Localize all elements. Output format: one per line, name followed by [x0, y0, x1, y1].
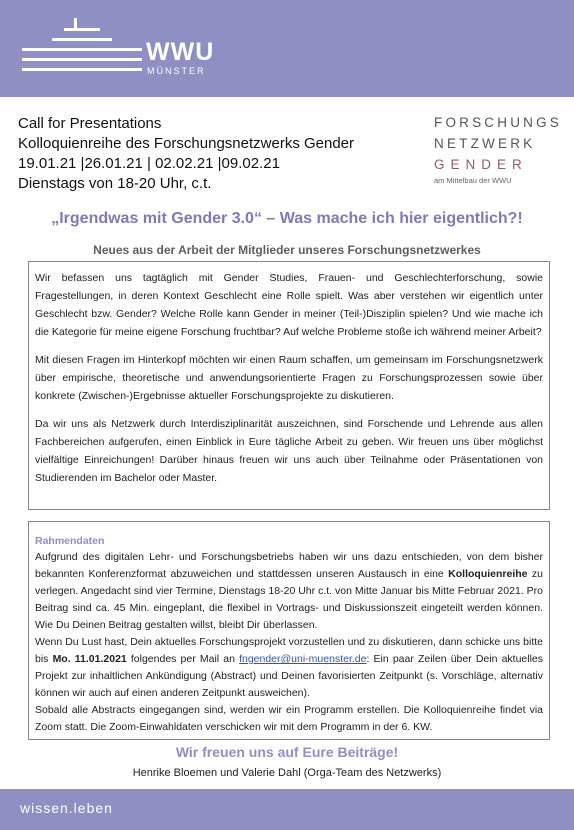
subtitle: Neues aus der Arbeit der Mitglieder unseres Forschungsnetzwerkes	[93, 243, 481, 257]
event-info	[18, 114, 354, 194]
framework-box	[28, 521, 550, 740]
framework-paragraph-3: Sobald alle Abstracts eingegangen sind, werden wir ein Programm erstellen. Die Kolloquienreihe findet via Zoom statt. Die Zoom-Einwahldaten verschicken wir mit dem Programm in der 6. KW.	[35, 704, 543, 733]
logo-text: WWU	[146, 38, 215, 66]
framework-text: zu verlegen. Angedacht sind vier Termine, Dienstags 18-20 Uhr c.t. von Mitte Januar bis Mitte Februar 2021. Pro Beitrag sind ca. 45 Min. eingeplant, die flexibel in Vortrags- und Diskussionszeit eingeteilt werden können. Wie Du Deinen Beitrag gestalten willst, bleibt Dir überlassen.	[35, 568, 543, 631]
footer-slogan: wissen.leben	[20, 800, 113, 816]
footer-banner	[0, 789, 574, 830]
network-logo-line2: NETZWERK	[434, 136, 536, 151]
network-logo	[434, 112, 562, 185]
event-time: Dienstags von 18-20 Uhr, c.t.	[18, 175, 212, 192]
call-title: Call for Presentations	[18, 115, 162, 132]
closing-line: Wir freuen uns auf Eure Beiträge!	[175, 744, 399, 760]
framework-paragraph-2	[35, 634, 543, 702]
framework-text: Wenn Du Lust hast, Dein aktuelles Forschungsprojekt vorzustellen und zu diskutieren, dann schicke uns bitte bis	[35, 636, 543, 665]
series-title: Kolloquienreihe des Forschungsnetzwerks Gender	[18, 135, 355, 152]
intro-box	[28, 261, 550, 510]
deadline-date: Mo. 11.01.2021	[52, 653, 127, 665]
framework-text: folgendes per Mail an	[126, 653, 240, 665]
logo-subtext: MÜNSTER	[147, 66, 206, 76]
framework-text: : Ein paar Zeilen über Dein aktuelles Projekt zur inhaltlichen Ankündigung (Abstract) und Deinen favorisierten Zeitpunkt (s. Vorschläge, alternativ können wir auch auf einen anderen Zeitpunkt ausweichen).	[35, 653, 544, 699]
email-link[interactable]: fngender@uni-muenster.de	[239, 653, 367, 665]
network-logo-line3: GENDER	[434, 157, 528, 172]
network-logo-line1: FORSCHUNGS	[434, 115, 563, 130]
framework-paragraph-1	[35, 549, 543, 634]
intro-paragraph-1: Wir befassen uns tagtäglich mit Gender Studies, Frauen- und Geschlechterforschung, sowie Fragestellungen, in deren Kontext Geschlecht eine Rolle spielt. Was aber verstehen wir eigentlich unter Geschlecht bzw. Gender? Welche Rolle kann Gender in meiner (Teil-)Disziplin spielen? Und wie mache ich die Kategorie für meine eigene Forschung fruchtbar? Auf welche Probleme stoße ich während meiner Arbeit?	[35, 272, 543, 338]
signature: Henrike Bloemen und Valerie Dahl (Orga-Team des Netzwerks)	[132, 767, 442, 779]
framework-title: Rahmendaten	[35, 535, 105, 547]
intro-paragraph-3: Da wir uns als Netzwerk durch Interdisziplinarität auszeichnen, sind Forschende und Lehrende aus allen Fachbereichen aufgerufen, einen Einblick in Eure tägliche Arbeit zu geben. Wir freuen uns über möglichst vielfältige Einreichungen! Darüber hinaus freuen wir uns auch über Teilnahme oder Präsentationen von Studierenden im Bachelor oder Master.	[35, 418, 543, 484]
intro-paragraph-2: Mit diesen Fragen im Hinterkopf möchten wir einen Raum schaffen, um gemeinsam im Forschungsnetzwerk über empirische, theoretische und anwendungsorientierte Fragen zu Forschungsprozessen sowie über konkrete (Zwischen-)Ergebnisse aktueller Forschungsprojekte zu diskutieren.	[35, 354, 543, 402]
event-dates: 19.01.21 |26.01.21 | 02.02.21 |09.02.21	[18, 155, 280, 172]
header-banner	[0, 0, 574, 97]
main-title: „Irgendwas mit Gender 3.0“ – Was mache ich hier eigentlich?!	[51, 210, 523, 227]
framework-text: Aufgrund des digitalen Lehr- und Forschungsbetriebs haben wir uns dazu entschieden, von dem bisher bekannten Konferenzformat abzuweichen und stattdessen unseren Austausch in eine	[35, 551, 543, 580]
network-logo-line4: am Mittelbau der WWU	[434, 176, 512, 185]
framework-bold: Kolloquienreihe	[448, 568, 528, 580]
